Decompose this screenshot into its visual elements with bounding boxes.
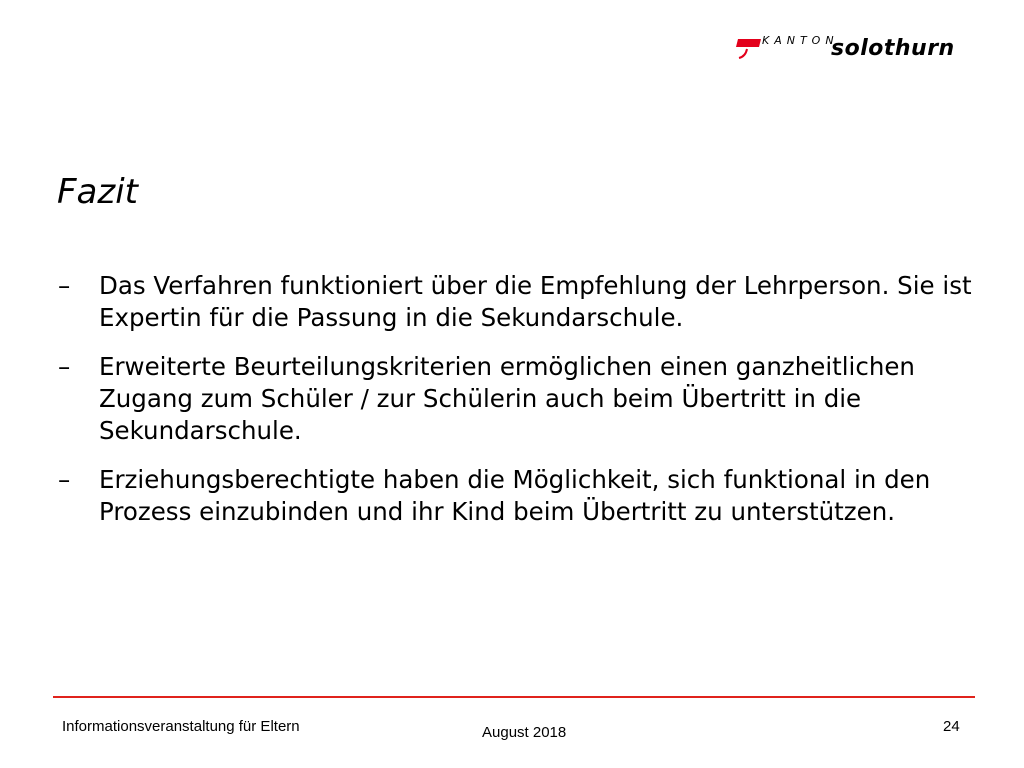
bullet-dash: – [58,352,71,381]
bullet-text: Das Verfahren funktioniert über die Empfehlung der Lehrperson. Sie ist Expertin für die Passung in die Sekundarschule. [99,271,972,332]
logo-solothurn-text: solothurn [831,36,955,61]
bullet-text: Erweiterte Beurteilungskriterien ermöglichen einen ganzheitlichen Zugang zum Schüler / zur Schülerin auch beim Übertritt in die Sekundarschule. [99,352,915,445]
logo-kanton-text: KANTON [762,34,839,47]
slide-title: Fazit [57,172,139,212]
footer-divider [53,696,975,698]
footer-date: August 2018 [482,724,567,741]
kanton-solothurn-logo [736,30,986,70]
bullet-item [58,464,988,528]
bullet-dash: – [58,271,71,300]
bullet-list [58,270,988,545]
page-number: 24 [943,718,960,735]
footer-event-title: Informationsveranstaltung für Eltern [62,718,300,735]
logo-red-bar [736,39,761,47]
logo-hook-icon [738,48,750,60]
bullet-item [58,351,988,447]
bullet-dash: – [58,465,71,494]
bullet-item [58,270,988,334]
bullet-text: Erziehungsberechtigte haben die Möglichkeit, sich funktional in den Prozess einzubinden und ihr Kind beim Übertritt zu unterstützen. [99,465,931,526]
